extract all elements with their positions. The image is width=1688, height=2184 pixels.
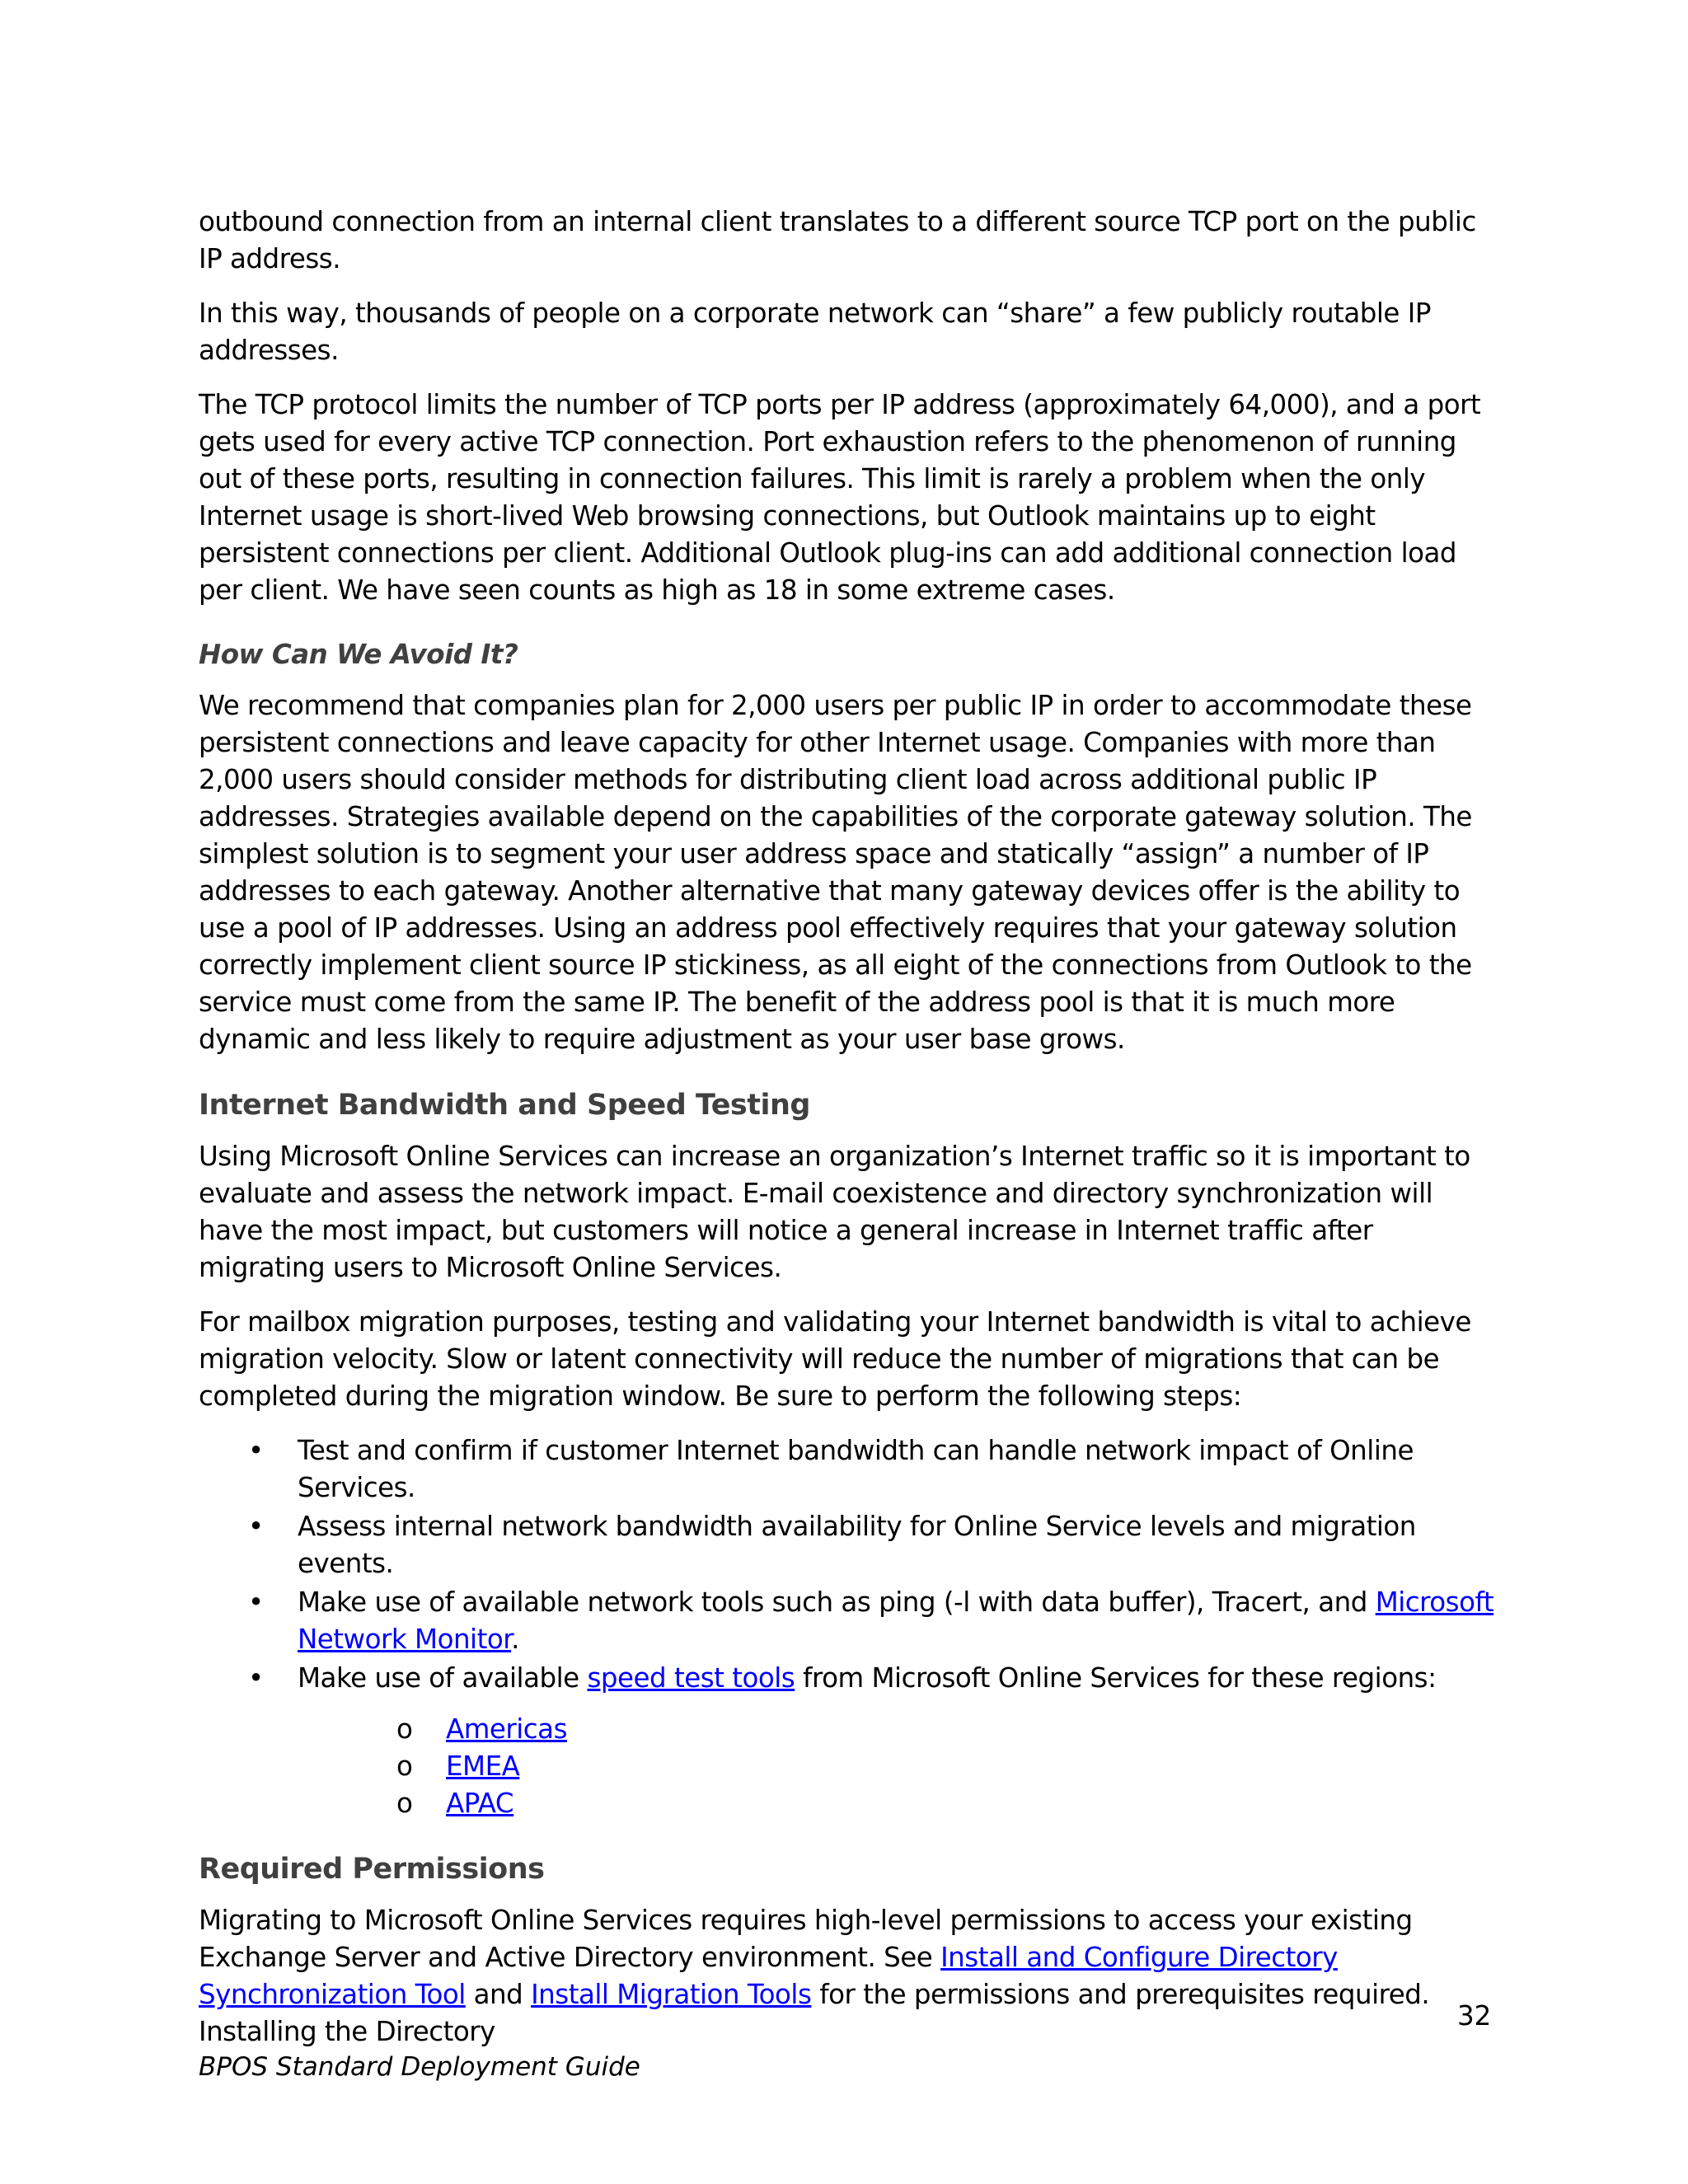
paragraph-permissions bbox=[199, 1902, 1501, 2050]
permissions-text-end: for the permissions and prerequisites required. Installing the Directory bbox=[199, 1979, 1430, 2047]
microsoft-network-monitor-link[interactable]: Microsoft Network Monitor bbox=[298, 1586, 1494, 1655]
paragraph-outbound-connection: outbound connection from an internal client translates to a different source TCP port on the public IP address. bbox=[199, 206, 1476, 274]
region-link-emea[interactable]: EMEA bbox=[446, 1750, 520, 1782]
list-item bbox=[199, 1584, 1501, 1658]
region-link-apac[interactable]: APAC bbox=[446, 1788, 514, 1819]
list-item-text-end: from Microsoft Online Services for these regions: bbox=[795, 1662, 1437, 1694]
paragraph-port-exhaustion: The TCP protocol limits the number of TCP ports per IP address (approximately 64,000), and a port gets used for every active TCP connection. Port exhaustion refers to the phenomenon of running out of these ports, resulting in connection failures. This limit is rarely a problem when the only Internet usage is short-lived Web browsing connections, but Outlook maintains up to eight persistent connections per client. Additional Outlook plug-ins can add additional connection load per client. We have seen counts as high as 18 in some extreme cases. bbox=[199, 389, 1481, 606]
bullet-icon: • bbox=[248, 1511, 264, 1542]
regions-list bbox=[298, 1711, 1501, 1822]
paragraph-bandwidth-impact: Using Microsoft Online Services can increase an organization’s Internet traffic so it is important to evaluate and assess the network impact. E-mail coexistence and directory synchronization will have the most impact, but customers will notice a general increase in Internet traffic after migrating users to Microsoft Online Services. bbox=[199, 1141, 1470, 1283]
page-content bbox=[199, 204, 1501, 2068]
bullet-icon: • bbox=[248, 1435, 264, 1466]
circle-bullet-icon: o bbox=[396, 1788, 413, 1819]
circle-bullet-icon: o bbox=[396, 1713, 413, 1745]
subheading-avoid-it: How Can We Avoid It? bbox=[199, 639, 518, 670]
list-item bbox=[199, 1660, 1501, 1822]
region-item bbox=[298, 1711, 1501, 1748]
footer-document-title: BPOS Standard Deployment Guide bbox=[199, 2052, 640, 2082]
speed-test-tools-link[interactable]: speed test tools bbox=[587, 1662, 795, 1694]
list-item-text: Test and confirm if customer Internet bandwidth can handle network impact of Online Services. bbox=[298, 1435, 1414, 1503]
heading-bandwidth-testing: Internet Bandwidth and Speed Testing bbox=[199, 1089, 810, 1122]
paragraph-recommendation: We recommend that companies plan for 2,000 users per public IP in order to accommodate these persistent connections and leave capacity for other Internet usage. Companies with more than 2,000 users should consider methods for distributing client load across additional public IP addresses. Strategies available depend on the capabilities of the corporate gateway solution. The simplest solution is to segment your user address space and statically “assign” a number of IP addresses to each gateway. Another alternative that many gateway devices offer is the ability to use a pool of IP addresses. Using an address pool effectively requires that your gateway solution correctly implement client source IP stickiness, as all eight of the connections from Outlook to the service must come from the same IP. The benefit of the address pool is that it is much more dynamic and less likely to require adjustment as your user base grows. bbox=[199, 690, 1472, 1055]
region-item bbox=[298, 1748, 1501, 1785]
permissions-text-start: Migrating to Microsoft Online Services requires high-level permissions to access your existing Exchange Server and Active Directory environment. See bbox=[199, 1905, 1413, 1973]
paragraph-migration-velocity: For mailbox migration purposes, testing and validating your Internet bandwidth is vital to achieve migration velocity. Slow or latent connectivity will reduce the number of migrations that can be completed during the migration window. Be sure to perform the following steps: bbox=[199, 1306, 1471, 1412]
circle-bullet-icon: o bbox=[396, 1750, 413, 1782]
region-item bbox=[298, 1785, 1501, 1822]
page-number: 32 bbox=[1457, 2000, 1492, 2032]
list-item-text: Make use of available network tools such as ping (-l with data buffer), Tracert, and bbox=[298, 1586, 1376, 1618]
list-item-text-end: . bbox=[511, 1624, 519, 1655]
permissions-text-mid: and bbox=[465, 1979, 532, 2010]
list-item-text: Assess internal network bandwidth availability for Online Service levels and migration events. bbox=[298, 1511, 1416, 1579]
region-link-americas[interactable]: Americas bbox=[446, 1713, 567, 1745]
heading-required-permissions: Required Permissions bbox=[199, 1853, 545, 1886]
list-item bbox=[199, 1432, 1501, 1507]
paragraph-share-ip: In this way, thousands of people on a corporate network can “share” a few publicly routable IP addresses. bbox=[199, 298, 1431, 366]
bandwidth-steps-list bbox=[199, 1432, 1501, 1822]
list-item-text: Make use of available bbox=[298, 1662, 588, 1694]
list-item bbox=[199, 1508, 1501, 1582]
bullet-icon: • bbox=[248, 1662, 264, 1694]
bullet-icon: • bbox=[248, 1586, 264, 1618]
install-migration-tools-link[interactable]: Install Migration Tools bbox=[531, 1979, 812, 2010]
dirsync-tool-link[interactable]: Install and Configure Directory Synchronization Tool bbox=[199, 1942, 1338, 2010]
